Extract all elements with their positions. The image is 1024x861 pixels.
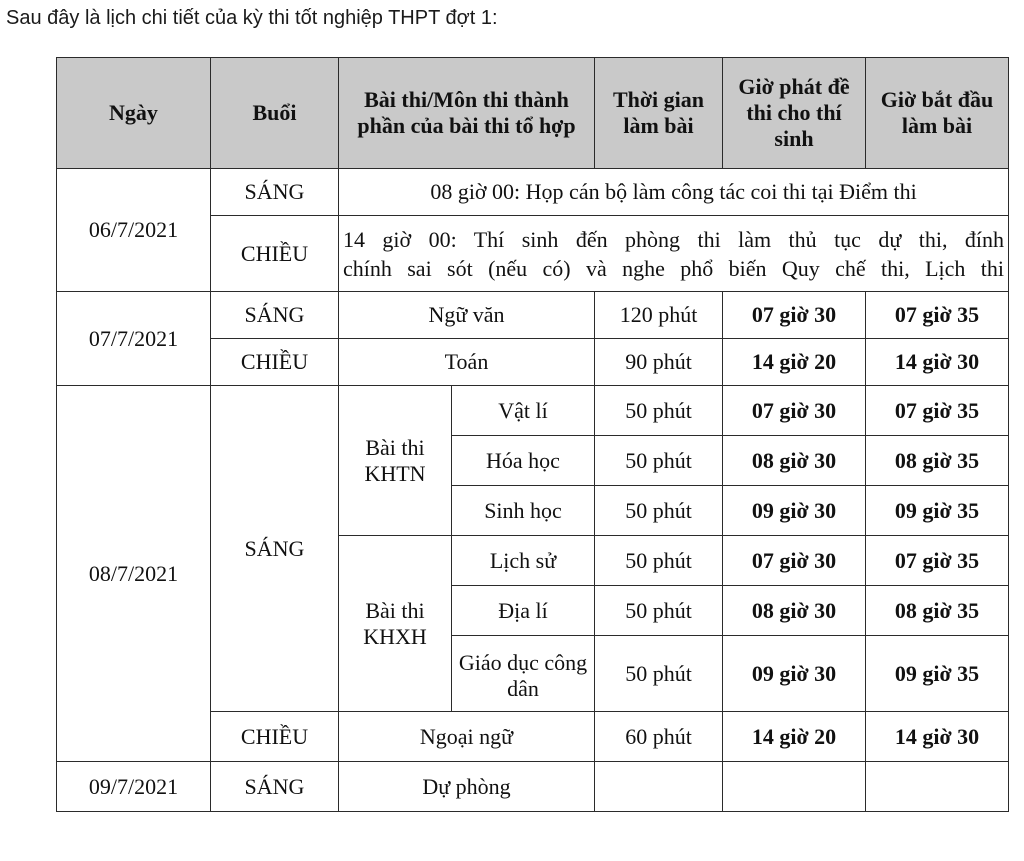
duration-cell: 60 phút: [595, 712, 723, 762]
duration-cell: 90 phút: [595, 339, 723, 386]
start-time-cell: 08 giờ 35: [866, 586, 1009, 636]
note-cell: [339, 216, 1009, 292]
duration-cell: [595, 762, 723, 812]
start-time-cell: 07 giờ 35: [866, 536, 1009, 586]
subject-cell: Dự phòng: [339, 762, 595, 812]
distribute-time-cell: 08 giờ 30: [723, 586, 866, 636]
intro-text: Sau đây là lịch chi tiết của kỳ thi tốt nghiệp THPT đợt 1:: [6, 7, 498, 29]
note-cell: 08 giờ 00: Họp cán bộ làm công tác coi thi tại Điểm thi: [339, 169, 1009, 216]
subject-cell: Toán: [339, 339, 595, 386]
subject-cell: Hóa học: [452, 436, 595, 486]
duration-cell: 50 phút: [595, 636, 723, 712]
date-cell: 06/7/2021: [57, 169, 211, 292]
distribute-time-cell: 14 giờ 20: [723, 712, 866, 762]
session-cell: CHIỀU: [211, 339, 339, 386]
session-cell: CHIỀU: [211, 216, 339, 292]
subject-cell: Ngoại ngữ: [339, 712, 595, 762]
distribute-time-cell: 14 giờ 20: [723, 339, 866, 386]
exam-group-cell: Bài thi KHTN: [339, 386, 452, 536]
duration-cell: 50 phút: [595, 586, 723, 636]
distribute-time-cell: 07 giờ 30: [723, 386, 866, 436]
distribute-time-cell: [723, 762, 866, 812]
subject-cell: Địa lí: [452, 586, 595, 636]
duration-cell: 50 phút: [595, 486, 723, 536]
table-row: [57, 762, 1009, 812]
subject-cell: Ngữ văn: [339, 292, 595, 339]
start-time-cell: 08 giờ 35: [866, 436, 1009, 486]
table-row: [57, 386, 1009, 436]
date-cell: 09/7/2021: [57, 762, 211, 812]
header-subject: Bài thi/Môn thi thành phần của bài thi tổ hợp: [339, 58, 595, 169]
session-cell: SÁNG: [211, 762, 339, 812]
header-start-time: Giờ bắt đầu làm bài: [866, 58, 1009, 169]
table-row: [57, 169, 1009, 216]
duration-cell: 50 phút: [595, 536, 723, 586]
header-distribute-time: Giờ phát đề thi cho thí sinh: [723, 58, 866, 169]
header-date: Ngày: [57, 58, 211, 169]
note-line: 14 giờ 00: Thí sinh đến phòng thi làm thủ tục dự thi, đính: [343, 226, 1004, 252]
session-cell: CHIỀU: [211, 712, 339, 762]
exam-schedule-table: [56, 57, 1009, 812]
start-time-cell: 07 giờ 35: [866, 292, 1009, 339]
subject-cell: Lịch sử: [452, 536, 595, 586]
start-time-cell: 14 giờ 30: [866, 339, 1009, 386]
date-cell: 08/7/2021: [57, 386, 211, 762]
table-row: [57, 292, 1009, 339]
distribute-time-cell: 07 giờ 30: [723, 536, 866, 586]
duration-cell: 50 phút: [595, 436, 723, 486]
distribute-time-cell: 09 giờ 30: [723, 486, 866, 536]
duration-cell: 120 phút: [595, 292, 723, 339]
note-line: chính sai sót (nếu có) và nghe phổ biến Quy chế thi, Lịch thi: [343, 255, 1004, 281]
distribute-time-cell: 09 giờ 30: [723, 636, 866, 712]
start-time-cell: 09 giờ 35: [866, 636, 1009, 712]
distribute-time-cell: 08 giờ 30: [723, 436, 866, 486]
distribute-time-cell: 07 giờ 30: [723, 292, 866, 339]
session-cell: SÁNG: [211, 169, 339, 216]
subject-cell: Giáo dục công dân: [452, 636, 595, 712]
header-session: Buổi: [211, 58, 339, 169]
start-time-cell: 14 giờ 30: [866, 712, 1009, 762]
session-cell: SÁNG: [211, 292, 339, 339]
start-time-cell: 07 giờ 35: [866, 386, 1009, 436]
subject-cell: Vật lí: [452, 386, 595, 436]
subject-cell: Sinh học: [452, 486, 595, 536]
duration-cell: 50 phút: [595, 386, 723, 436]
header-duration: Thời gian làm bài: [595, 58, 723, 169]
header-row: [57, 58, 1009, 169]
start-time-cell: [866, 762, 1009, 812]
date-cell: 07/7/2021: [57, 292, 211, 386]
start-time-cell: 09 giờ 35: [866, 486, 1009, 536]
exam-group-cell: Bài thi KHXH: [339, 536, 452, 712]
session-cell: SÁNG: [211, 386, 339, 712]
